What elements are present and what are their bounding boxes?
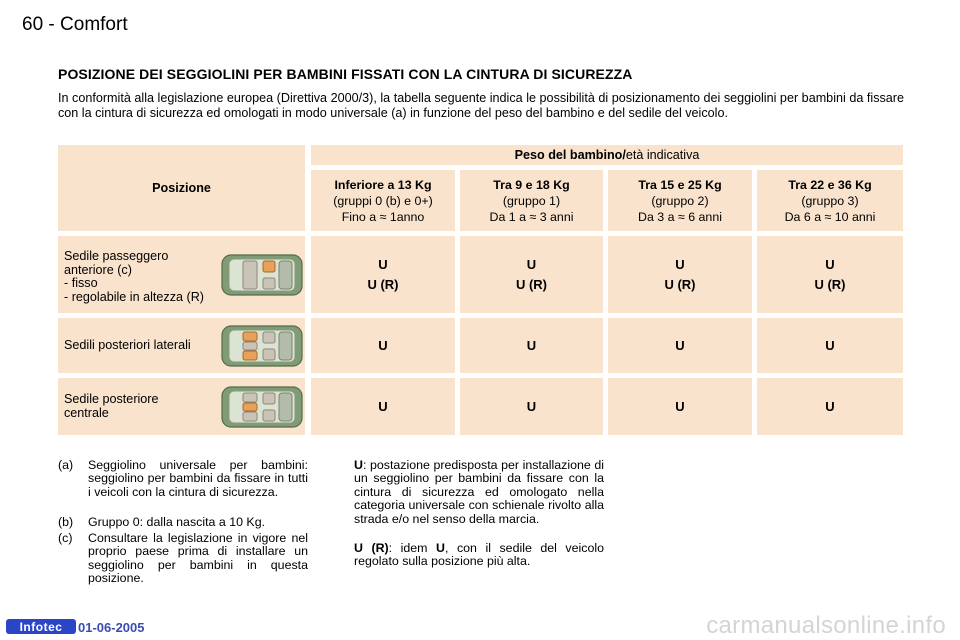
column-age: Da 1 a ≈ 3 anni [489, 209, 574, 224]
legend-text: : idem [388, 541, 437, 555]
cell-r0-c3 [757, 236, 903, 313]
cell-r1-c0 [311, 318, 455, 373]
footnote-text: Consultare la legislazione in vigore nel proprio paese prima di installare un seggiolino per bambini in questa posizione. [88, 531, 308, 586]
label-line: Sedile posteriore [64, 392, 159, 406]
row-label-text [64, 393, 159, 420]
position-header-cell [58, 145, 305, 231]
legend-u-r [354, 542, 604, 569]
cell-r1-c3 [757, 318, 903, 373]
cell-r2-c3 [757, 378, 903, 435]
column-title: Tra 15 e 25 Kg [638, 177, 722, 192]
legend-u [354, 459, 604, 526]
cell-value: U [675, 256, 685, 272]
column-header-1 [460, 170, 603, 231]
cell-r2-c2 [608, 378, 752, 435]
footnote-label: (a) [58, 458, 74, 472]
cell-r0-c0 [311, 236, 455, 313]
cell-value: U (R) [367, 276, 399, 292]
footnote-label: (b) [58, 515, 74, 529]
cell-r1-c1 [460, 318, 603, 373]
cell-value: U [526, 337, 537, 353]
column-title: Tra 22 e 36 Kg [788, 177, 872, 192]
cell-value: U [378, 398, 388, 414]
footnote-c [58, 532, 308, 586]
label-line: - regolabile in altezza (R) [64, 289, 204, 304]
column-group: (gruppi 0 (b) e 0+) [333, 193, 433, 208]
page-separator: - [48, 14, 55, 35]
cell-value: U [675, 337, 685, 353]
cell-value: U (R) [664, 276, 696, 292]
footnote-text: Gruppo 0: dalla nascita a 10 Kg. [88, 515, 266, 529]
cell-value: U [378, 256, 388, 272]
cell-value: U [825, 398, 835, 414]
row-label-rear-lateral [58, 318, 305, 373]
cell-r0-c2 [608, 236, 752, 313]
column-age: Da 6 a ≈ 10 anni [784, 209, 876, 224]
cell-r0-c1 [460, 236, 603, 313]
row-label-text [64, 250, 204, 304]
car-seat-rear-lateral-icon [221, 324, 303, 368]
weight-header-bold: Peso del bambino/ [514, 148, 626, 162]
column-group: (gruppo 1) [502, 193, 561, 208]
cell-r1-c2 [608, 318, 752, 373]
column-header-0 [311, 170, 455, 231]
cell-r2-c1 [460, 378, 603, 435]
row-label-front-passenger [58, 236, 305, 313]
legend-key: U (R) [354, 541, 389, 555]
footnote-text: Seggiolino universale per bambini: seggiolino per bambini da fissare in tutti i veicoli con la cintura di sicurezza. [88, 458, 308, 499]
weight-header-cell [311, 145, 903, 165]
column-title: Inferiore a 13 Kg [334, 177, 432, 192]
row-label-rear-center [58, 378, 305, 435]
legend-key: U [436, 541, 445, 555]
car-seat-rear-center-icon [221, 385, 303, 429]
legend-key: U [354, 458, 363, 472]
weight-header-normal: età indicativa [625, 148, 700, 162]
section-title: POSIZIONE DEI SEGGIOLINI PER BAMBINI FISSATI CON LA CINTURA DI SICUREZZA [58, 66, 633, 82]
footnote-b [58, 516, 308, 529]
page-section: Comfort [60, 14, 128, 35]
cell-value: U [825, 337, 835, 353]
column-group: (gruppo 2) [651, 193, 709, 208]
column-title: Tra 9 e 18 Kg [493, 177, 570, 192]
legend-text: , con il sedile del veicolo regolato sulla posizione più alta. [354, 541, 605, 569]
cell-r2-c0 [311, 378, 455, 435]
watermark: carmanualsonline.info [706, 612, 946, 639]
position-header: Posizione [152, 181, 211, 195]
legend-text: : postazione predisposta per installazione di un seggiolino per bambini da fissare con la cintura di sicurezza ed omologato nella categoria universale con schienale rivolto alla strada e/o nel senso della marcia. [354, 458, 604, 526]
cell-value: U (R) [814, 276, 846, 292]
label-line: Sedile passeggero [64, 249, 169, 263]
column-header-2 [608, 170, 752, 231]
cell-value: U [675, 398, 685, 414]
row-label-text [64, 339, 191, 353]
cell-value: U [526, 256, 537, 272]
label-line: Sedili posteriori laterali [64, 338, 191, 352]
column-group: (gruppo 3) [801, 193, 859, 208]
label-line: centrale [64, 405, 109, 420]
page-header [22, 14, 128, 36]
column-age: Fino a ≈ 1anno [341, 209, 425, 224]
cell-value: U [825, 256, 835, 272]
page-number: 60 [22, 14, 44, 35]
footnote-a [58, 459, 308, 499]
column-age: Da 3 a ≈ 6 anni [638, 209, 722, 224]
label-line: - fisso [64, 276, 98, 290]
weight-header [515, 148, 700, 162]
intro-paragraph: In conformità alla legislazione europea (Direttiva 2000/3), la tabella seguente indica le possibilità di posizionamento dei seggiolini per bambini da fissare con la cintura di sicurezza ed omologati in modo universale (a) in funzione del peso del bambino e del sedile del veicolo. [58, 91, 904, 120]
column-header-3 [757, 170, 903, 231]
cell-value: U (R) [515, 276, 548, 292]
footer-date: 01-06-2005 [78, 620, 145, 635]
car-seat-front-icon [221, 253, 303, 297]
cell-value: U [378, 337, 388, 353]
infotec-logo: Infotec [6, 619, 76, 634]
cell-value: U [526, 398, 537, 414]
label-line: anteriore (c) [64, 262, 132, 277]
footnote-label: (c) [58, 531, 73, 545]
